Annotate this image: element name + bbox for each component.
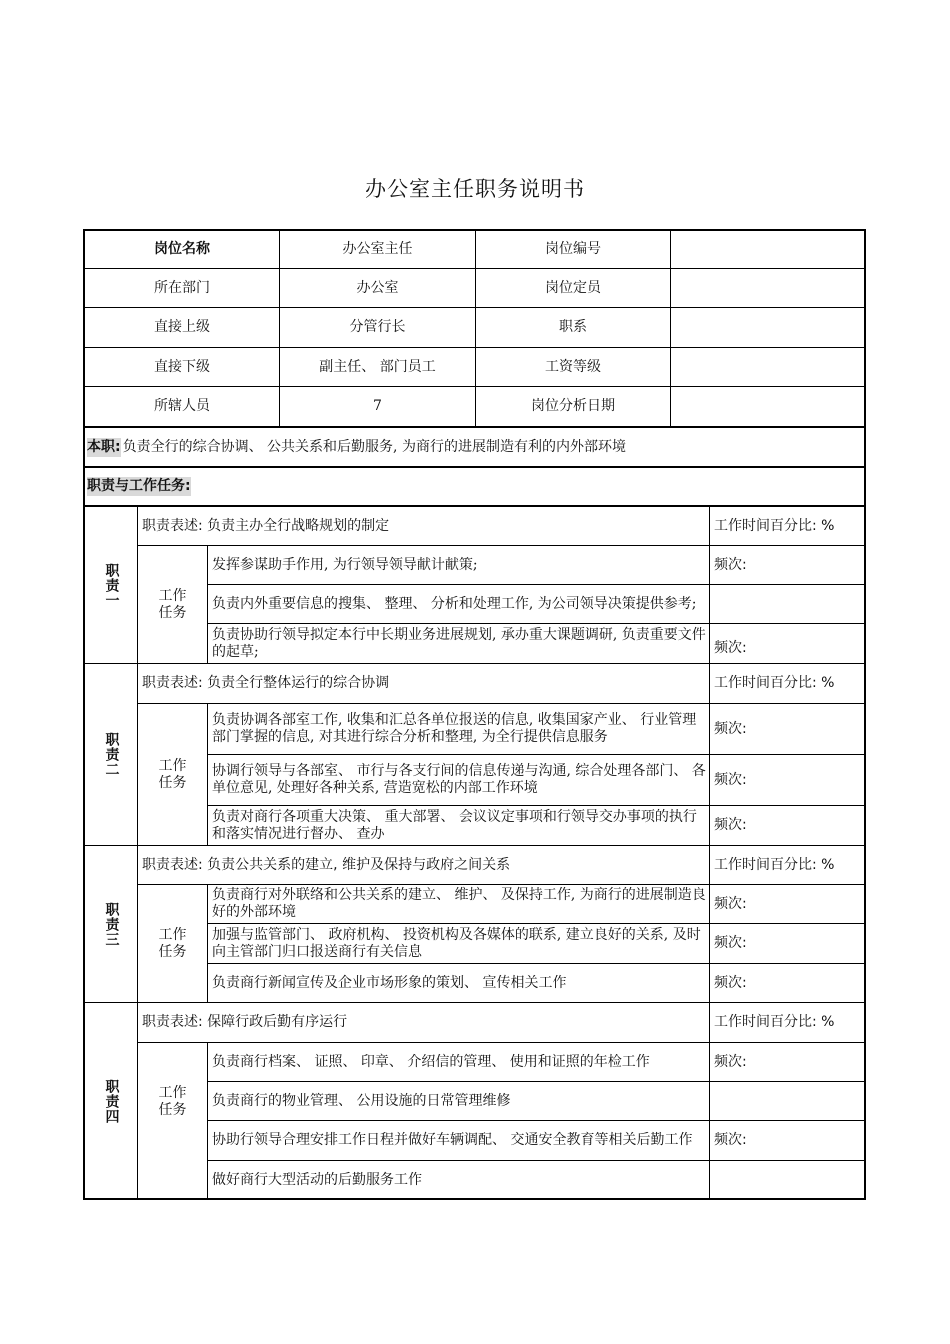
duty-3-task-label <box>138 885 207 1002</box>
duty-4-task-3-freq: 频次: <box>714 1132 747 1148</box>
duty-1-task-1-freq: 频次: <box>714 556 747 573</box>
duty-2-task-1-freq: 频次: <box>714 720 747 737</box>
duty-2-label-cell <box>85 664 137 845</box>
duty-1-task-3-freq: 频次: <box>714 640 747 656</box>
value-analysis-date <box>671 387 865 426</box>
label-department: 所在部门 <box>154 279 210 296</box>
value-direct-superior: 分管行长 <box>349 319 406 335</box>
duty-2-task-2: 协调行领导与各部室、 市行与各支行间的信息传递与沟通, 综合处理各部门、 各单位意见, 处理好各种关系, 营造宽松的内部工作环境 <box>212 763 706 796</box>
duty-3-task-1-freq: 频次: <box>714 895 747 912</box>
duty-2-task-3: 负责对商行各项重大决策、 重大部署、 会议议定事项和行领导交办事项的执行和落实情况进行督办、 查办 <box>212 808 697 842</box>
duty-3-percent: 工作时间百分比: % <box>714 856 835 873</box>
duty-2-percent: 工作时间百分比: % <box>714 675 835 691</box>
duty-2-task-label <box>138 704 207 845</box>
duty-1-label: 职责一 <box>103 562 120 608</box>
task-label-line-2: 任务 <box>158 774 187 791</box>
value-department: 办公室 <box>356 279 399 296</box>
value-direct-subordinate: 副主任、 部门员工 <box>319 358 436 375</box>
duty-2-task-3-freq: 频次: <box>714 817 747 833</box>
duty-3-task-1: 负责商行对外联络和公共关系的建立、 维护、 及保持工作, 为商行的进展制造良好的外部环境 <box>212 887 706 920</box>
benzhi-label: 本职: <box>87 438 121 455</box>
duty-1-task-2-freq <box>710 585 865 623</box>
duty-1-task-label <box>138 546 207 663</box>
value-position-name: 办公室主任 <box>342 241 413 257</box>
duty-4-task-2-freq <box>710 1082 865 1120</box>
task-label-line-1: 工作 <box>158 1084 187 1101</box>
duty-4-task-4: 做好商行大型活动的后勤服务工作 <box>212 1171 422 1188</box>
duty-2-task-2-freq: 频次: <box>714 771 747 788</box>
duty-4-percent: 工作时间百分比: % <box>714 1014 835 1030</box>
duty-4-label: 职责四 <box>103 1078 120 1124</box>
task-label-line-1: 工作 <box>158 926 187 943</box>
label-salary-grade: 工资等级 <box>545 358 601 375</box>
value-headcount <box>671 269 865 307</box>
duty-3-label-cell <box>85 846 137 1002</box>
task-label-line-1: 工作 <box>158 757 187 774</box>
duty-4-statement: 职责表述: 保障行政后勤有序运行 <box>142 1014 348 1030</box>
duty-2-statement: 职责表述: 负责全行整体运行的综合协调 <box>142 675 390 691</box>
label-job-family: 职系 <box>559 319 587 335</box>
value-position-code <box>671 231 865 268</box>
duty-1-statement: 职责表述: 负责主办全行战略规划的制定 <box>142 517 390 534</box>
task-label-line-2: 任务 <box>158 943 187 960</box>
duty-4-task-3: 协助行领导合理安排工作日程并做好车辆调配、 交通安全教育等相关后勤工作 <box>212 1132 693 1148</box>
benzhi-text: 负责全行的综合协调、 公共关系和后勤服务, 为商行的进展制造有利的内外部环境 <box>122 438 626 455</box>
duty-2-label: 职责二 <box>103 732 120 777</box>
document-title: 办公室主任职务说明书 <box>365 177 585 201</box>
duty-1-percent: 工作时间百分比: % <box>714 517 835 534</box>
duty-3-label: 职责三 <box>103 901 120 947</box>
duty-1-task-1: 发挥参谋助手作用, 为行领导领导献计献策; <box>212 556 478 573</box>
label-headcount: 岗位定员 <box>545 279 601 296</box>
task-label-line-1: 工作 <box>158 587 187 604</box>
label-staff-count: 所辖人员 <box>154 398 210 414</box>
duties-heading-row <box>85 468 865 505</box>
duties-heading: 职责与工作任务: <box>87 478 191 494</box>
duty-4-task-label <box>138 1043 207 1160</box>
value-salary-grade <box>671 348 865 386</box>
duty-4-task-2: 负责商行的物业管理、 公用设施的日常管理维修 <box>212 1092 511 1109</box>
duty-4-task-1-freq: 频次: <box>714 1053 747 1070</box>
value-staff-count: 7 <box>373 398 382 414</box>
duty-2-task-1: 负责协调各部室工作, 收集和汇总各单位报送的信息, 收集国家产业、 行业管理部门掌握的信息, 对其进行综合分析和整理, 为全行提供信息服务 <box>212 712 697 745</box>
duty-3-statement: 职责表述: 负责公共关系的建立, 维护及保持与政府之间关系 <box>142 856 511 873</box>
task-label-line-2: 任务 <box>158 604 187 621</box>
label-position-name: 岗位名称 <box>154 241 210 257</box>
duty-4-task-4-freq <box>710 1161 865 1199</box>
duty-1-task-2: 负责内外重要信息的搜集、 整理、 分析和处理工作, 为公司领导决策提供参考; <box>212 595 697 612</box>
duty-3-task-2-freq: 频次: <box>714 935 747 951</box>
value-job-family <box>671 308 865 347</box>
duty-3-task-3: 负责商行新闻宣传及企业市场形象的策划、 宣传相关工作 <box>212 974 567 991</box>
duty-3-task-2: 加强与监管部门、 政府机构、 投资机构及各媒体的联系, 建立良好的关系, 及时向主管部门归口报送商行有关信息 <box>212 926 701 960</box>
duty-4-task-1: 负责商行档案、 证照、 印章、 介绍信的管理、 使用和证照的年检工作 <box>212 1053 650 1070</box>
label-direct-subordinate: 直接下级 <box>154 358 210 375</box>
duty-1-task-3: 负责协助行领导拟定本行中长期业务进展规划, 承办重大课题调研, 负责重要文件的起草; <box>212 626 706 660</box>
benzhi-row <box>85 428 865 466</box>
duty-3-task-3-freq: 频次: <box>714 974 747 991</box>
duty-4-label-cell <box>85 1003 137 1199</box>
label-direct-superior: 直接上级 <box>154 319 210 335</box>
task-label-line-2: 任务 <box>158 1101 187 1118</box>
duty-1-label-cell <box>85 507 137 663</box>
label-analysis-date: 岗位分析日期 <box>531 398 615 414</box>
label-position-code: 岗位编号 <box>545 241 601 257</box>
